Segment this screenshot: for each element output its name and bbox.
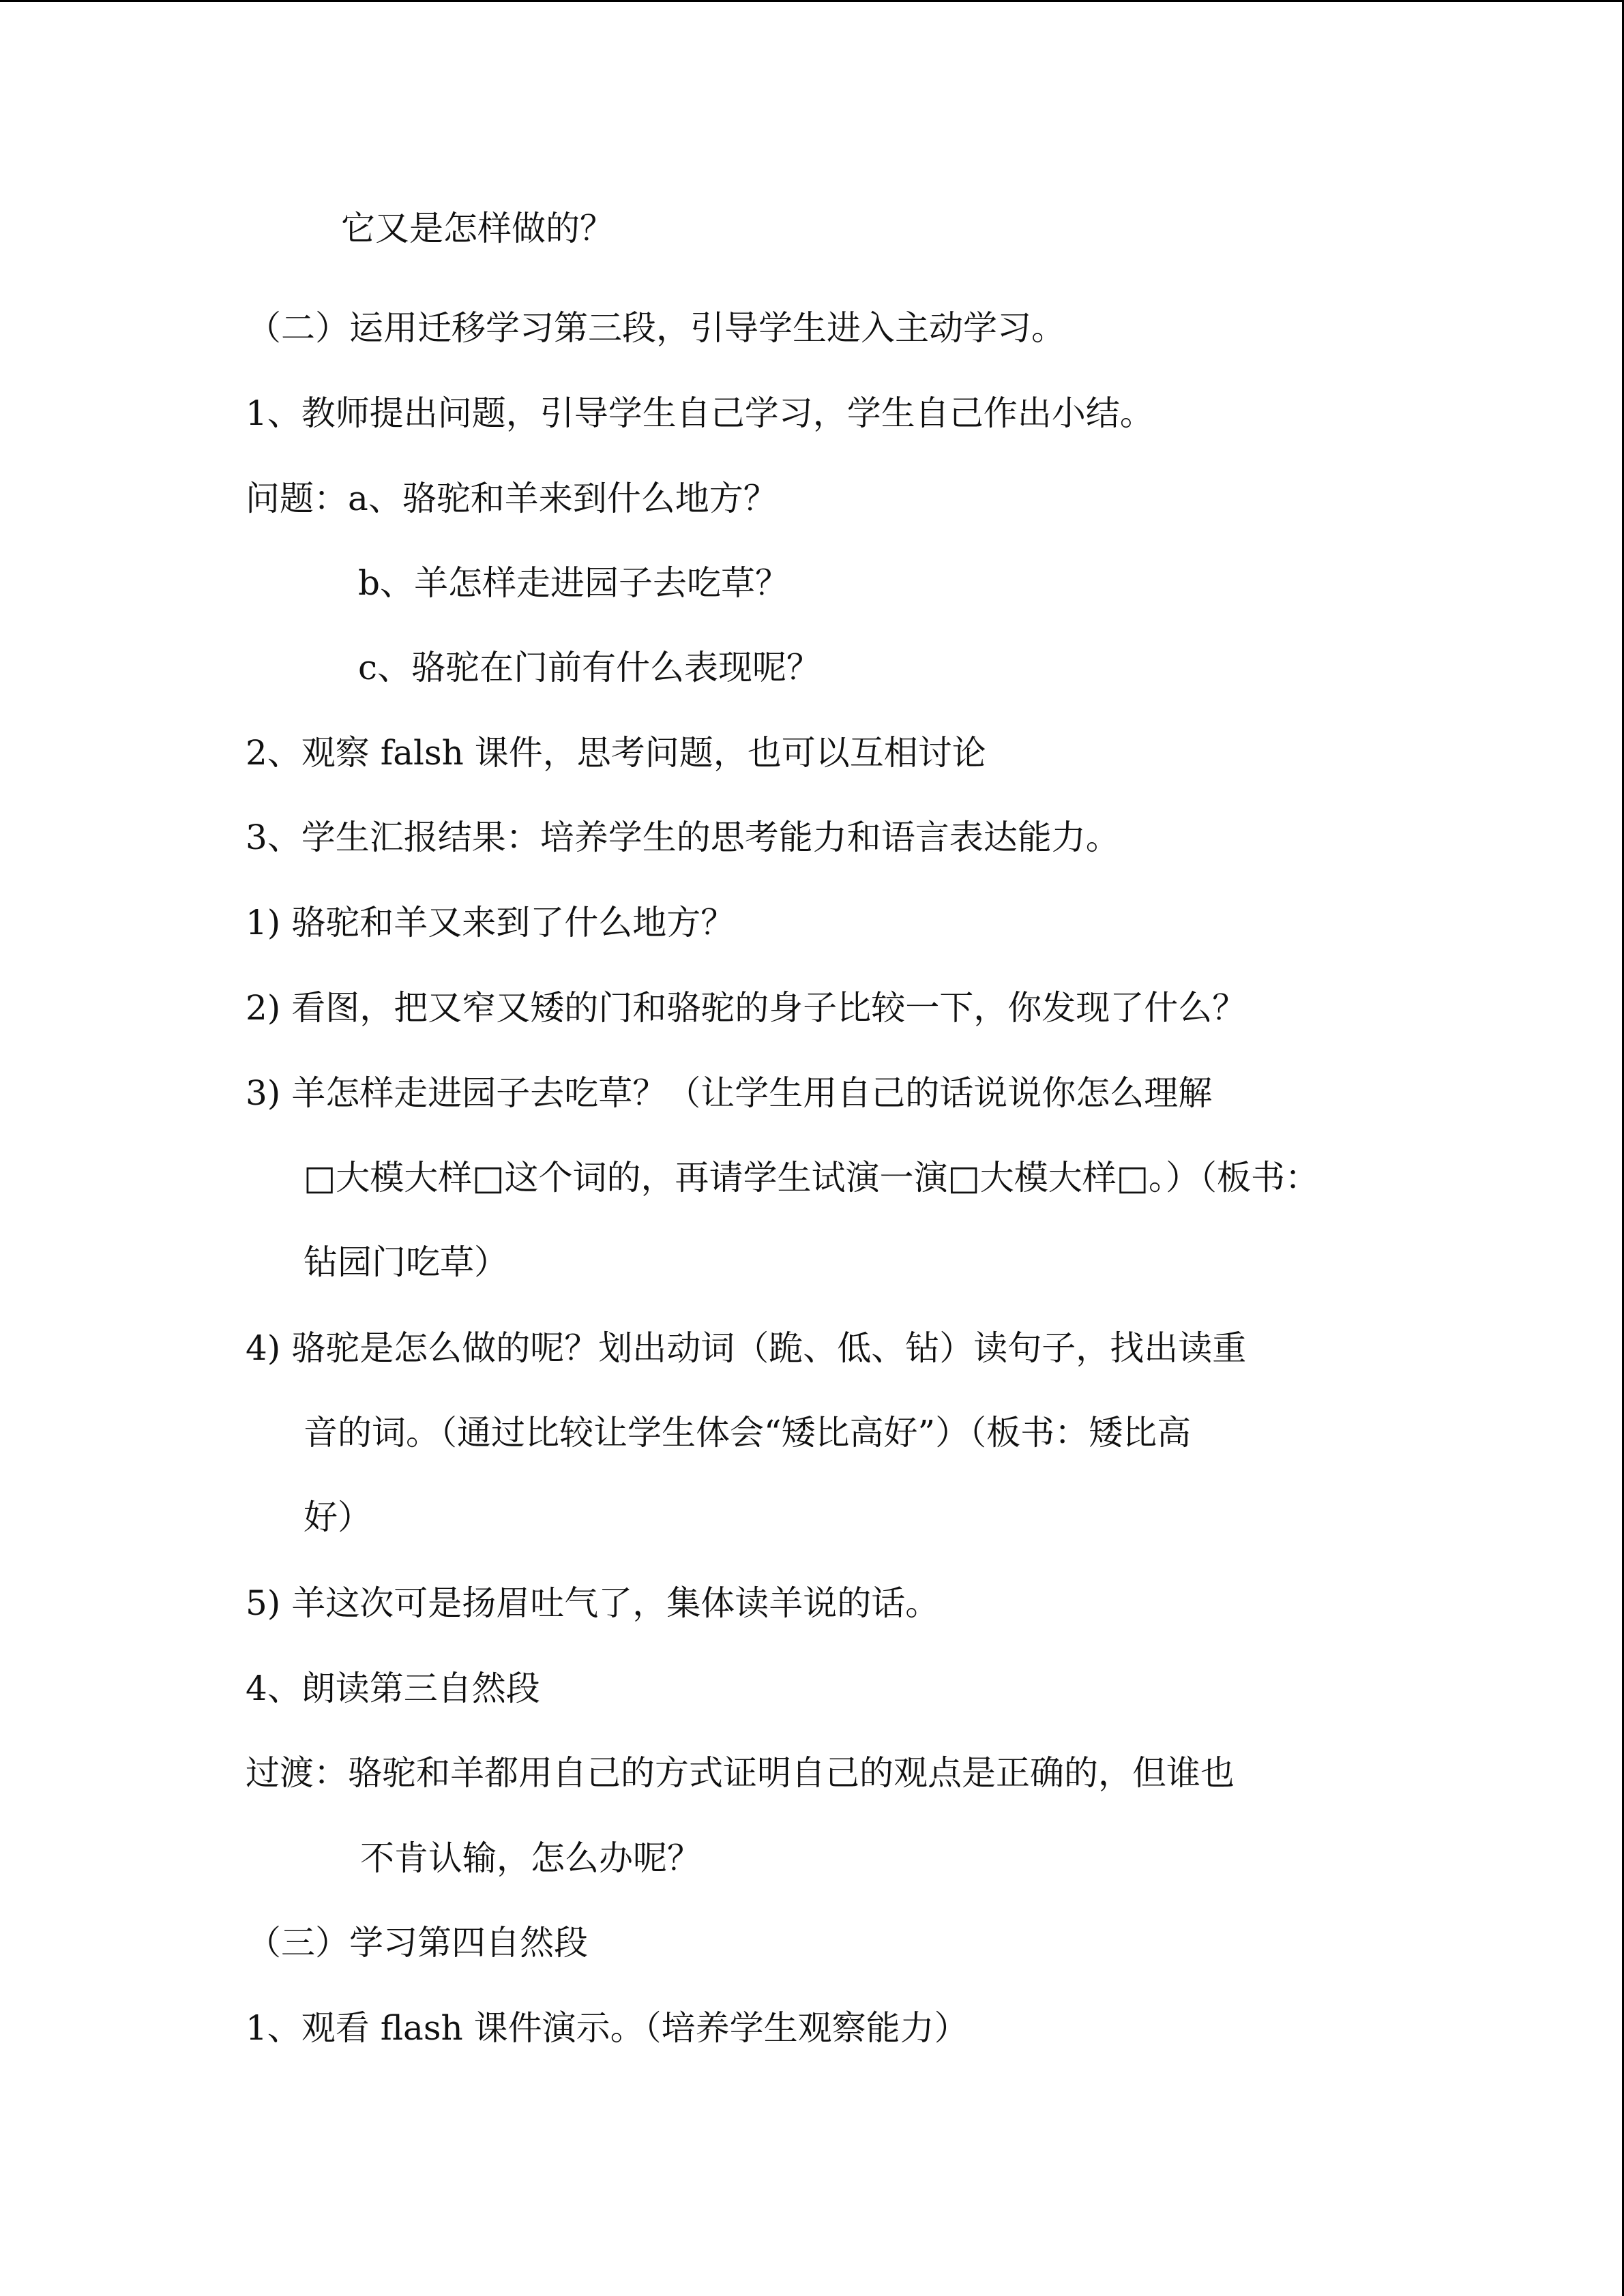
text-line: 不肯认输，怎么办呢？ <box>360 1838 701 1878</box>
text-line: 1、教师提出问题，引导学生自己学习，学生自己作出小结。 <box>246 393 1154 433</box>
text-line: 它又是怎样做的？ <box>341 209 614 248</box>
text-line: 钻园门吃草） <box>304 1242 508 1282</box>
section-heading: （三）学习第四自然段 <box>247 1923 588 1963</box>
text-line: 2、观察 falsh 课件，思考问题，也可以互相讨论 <box>246 733 986 773</box>
text-line: 过渡：骆驼和羊都用自己的方式证明自己的观点是正确的，但谁也 <box>246 1753 1235 1793</box>
text-line: 好） <box>304 1497 372 1537</box>
text-line: 音的词。（通过比较让学生体会“矮比高好”）（板书：矮比高 <box>304 1413 1192 1452</box>
text-line: 5) 羊这次可是扬眉吐气了，集体读羊说的话。 <box>246 1583 940 1623</box>
text-line: 1) 骆驼和羊又来到了什么地方？ <box>246 903 735 942</box>
text-line: 2) 看图，把又窄又矮的门和骆驼的身子比较一下，你发现了什么？ <box>246 988 1247 1028</box>
text-line: 1、观看 flash 课件演示。（培养学生观察能力） <box>246 2008 969 2048</box>
text-line: c、骆驼在门前有什么表现呢？ <box>358 648 821 687</box>
text-line: 3) 羊怎样走进园子去吃草？（让学生用自己的话说说你怎么理解 <box>246 1073 1213 1113</box>
text-line: 4) 骆驼是怎么做的呢？划出动词（跪、低、钻）读句子，找出读重 <box>246 1328 1247 1368</box>
section-heading: （二）运用迁移学习第三段，引导学生进入主动学习。 <box>247 308 1065 348</box>
text-line: b、羊怎样走进园子去吃草？ <box>358 563 790 603</box>
text-line: 3、学生汇报结果：培养学生的思考能力和语言表达能力。 <box>246 818 1120 857</box>
text-line: 4、朗读第三自然段 <box>246 1669 540 1708</box>
text-line: 问题：a、骆驼和羊来到什么地方？ <box>246 479 778 518</box>
text-line: □大模大样□这个词的，再请学生试演一演□大模大样□。）（板书： <box>304 1158 1319 1197</box>
